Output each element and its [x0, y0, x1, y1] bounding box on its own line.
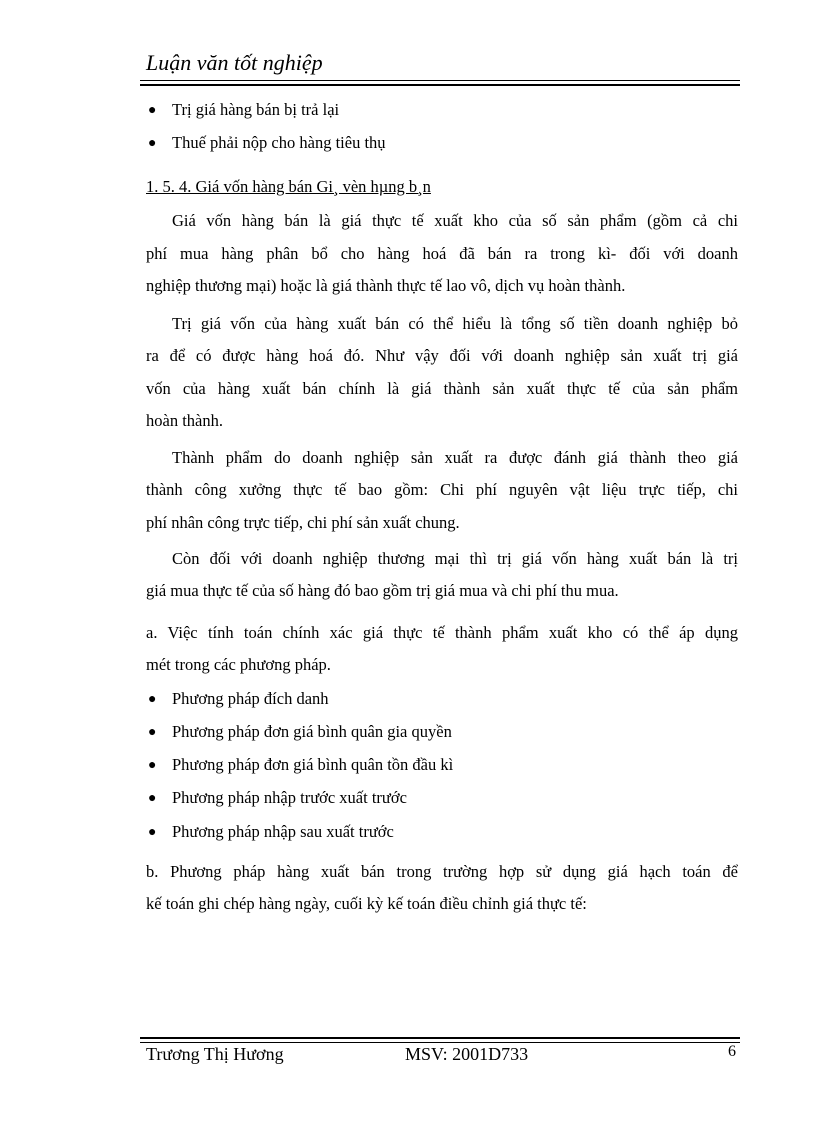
bullet-item: Phương pháp đích danh: [172, 689, 329, 708]
footer-author: Trương Thị Hương: [146, 1044, 284, 1064]
footer-rule-top: [140, 1037, 740, 1039]
bullet-item: Phương pháp đơn giá bình quân tồn đầu kì: [172, 755, 454, 774]
header-rule-bottom: [140, 84, 740, 86]
paragraph-line: b. Phương pháp hàng xuất bán trong trường hợp sử dụng giá hạch toán để: [146, 862, 738, 881]
paragraph-line: phí nhân công trực tiếp, chi phí sản xuất chung.: [146, 513, 460, 532]
bullet-dot: ●: [148, 692, 157, 707]
bullet-item: Phương pháp nhập sau xuất trước: [172, 822, 394, 841]
header-rule-top: [140, 80, 740, 81]
bullet-item: Phương pháp đơn giá bình quân gia quyền: [172, 722, 452, 741]
paragraph-line: thành công xưởng thực tế bao gồm: Chi phí nguyên vật liệu trực tiếp, chi: [146, 480, 738, 499]
bullet-item: Thuế phải nộp cho hàng tiêu thụ: [172, 133, 386, 152]
paragraph-line: Giá vốn hàng bán là giá thực tế xuất kho của số sản phẩm (gồm cả chi: [172, 211, 738, 230]
paragraph-line: a. Việc tính toán chính xác giá thực tế thành phẩm xuất kho có thể áp dụng: [146, 623, 738, 642]
paragraph-line: ra để có được hàng hoá đó. Như vậy đối với doanh nghiệp sản xuất trị giá: [146, 346, 738, 365]
paragraph-line: Còn đối với doanh nghiệp thương mại thì trị giá vốn hàng xuất bán là trị: [172, 549, 738, 568]
bullet-dot: ●: [148, 136, 157, 151]
paragraph-line: mét trong các phương pháp.: [146, 655, 331, 674]
bullet-dot: ●: [148, 825, 157, 840]
bullet-dot: ●: [148, 791, 157, 806]
section-heading: 1. 5. 4. Giá vốn hàng bán Gi¸ vèn hµng b¸n: [146, 177, 431, 196]
bullet-item: Trị giá hàng bán bị trả lại: [172, 100, 340, 119]
paragraph-line: vốn của hàng xuất bán chính là giá thành sản xuất thực tế của sản phẩm: [146, 379, 738, 398]
paragraph-line: kế toán ghi chép hàng ngày, cuối kỳ kế toán điều chỉnh giá thực tế:: [146, 894, 587, 913]
paragraph-line: nghiệp thương mại) hoặc là giá thành thực tế lao vô, dịch vụ hoàn thành.: [146, 276, 626, 295]
bullet-dot: ●: [148, 725, 157, 740]
paragraph-line: hoàn thành.: [146, 411, 223, 430]
paragraph-line: phí mua hàng phân bổ cho hàng hoá đã bán ra trong kì- đối với doanh: [146, 244, 738, 263]
bullet-item: Phương pháp nhập trước xuất trước: [172, 788, 407, 807]
bullet-dot: ●: [148, 103, 157, 118]
bullet-dot: ●: [148, 758, 157, 773]
paragraph-line: Trị giá vốn của hàng xuất bán có thể hiểu là tổng số tiền doanh nghiệp bỏ: [172, 314, 738, 333]
paragraph-line: Thành phẩm do doanh nghiệp sản xuất ra được đánh giá thành theo giá: [172, 448, 738, 467]
paragraph-line: giá mua thực tế của số hàng đó bao gồm trị giá mua và chi phí thu mua.: [146, 581, 619, 600]
footer-msv: MSV: 2001D733: [405, 1044, 529, 1064]
page-number: 6: [728, 1043, 736, 1060]
page-header-title: Luận văn tốt nghiệp: [146, 50, 323, 75]
